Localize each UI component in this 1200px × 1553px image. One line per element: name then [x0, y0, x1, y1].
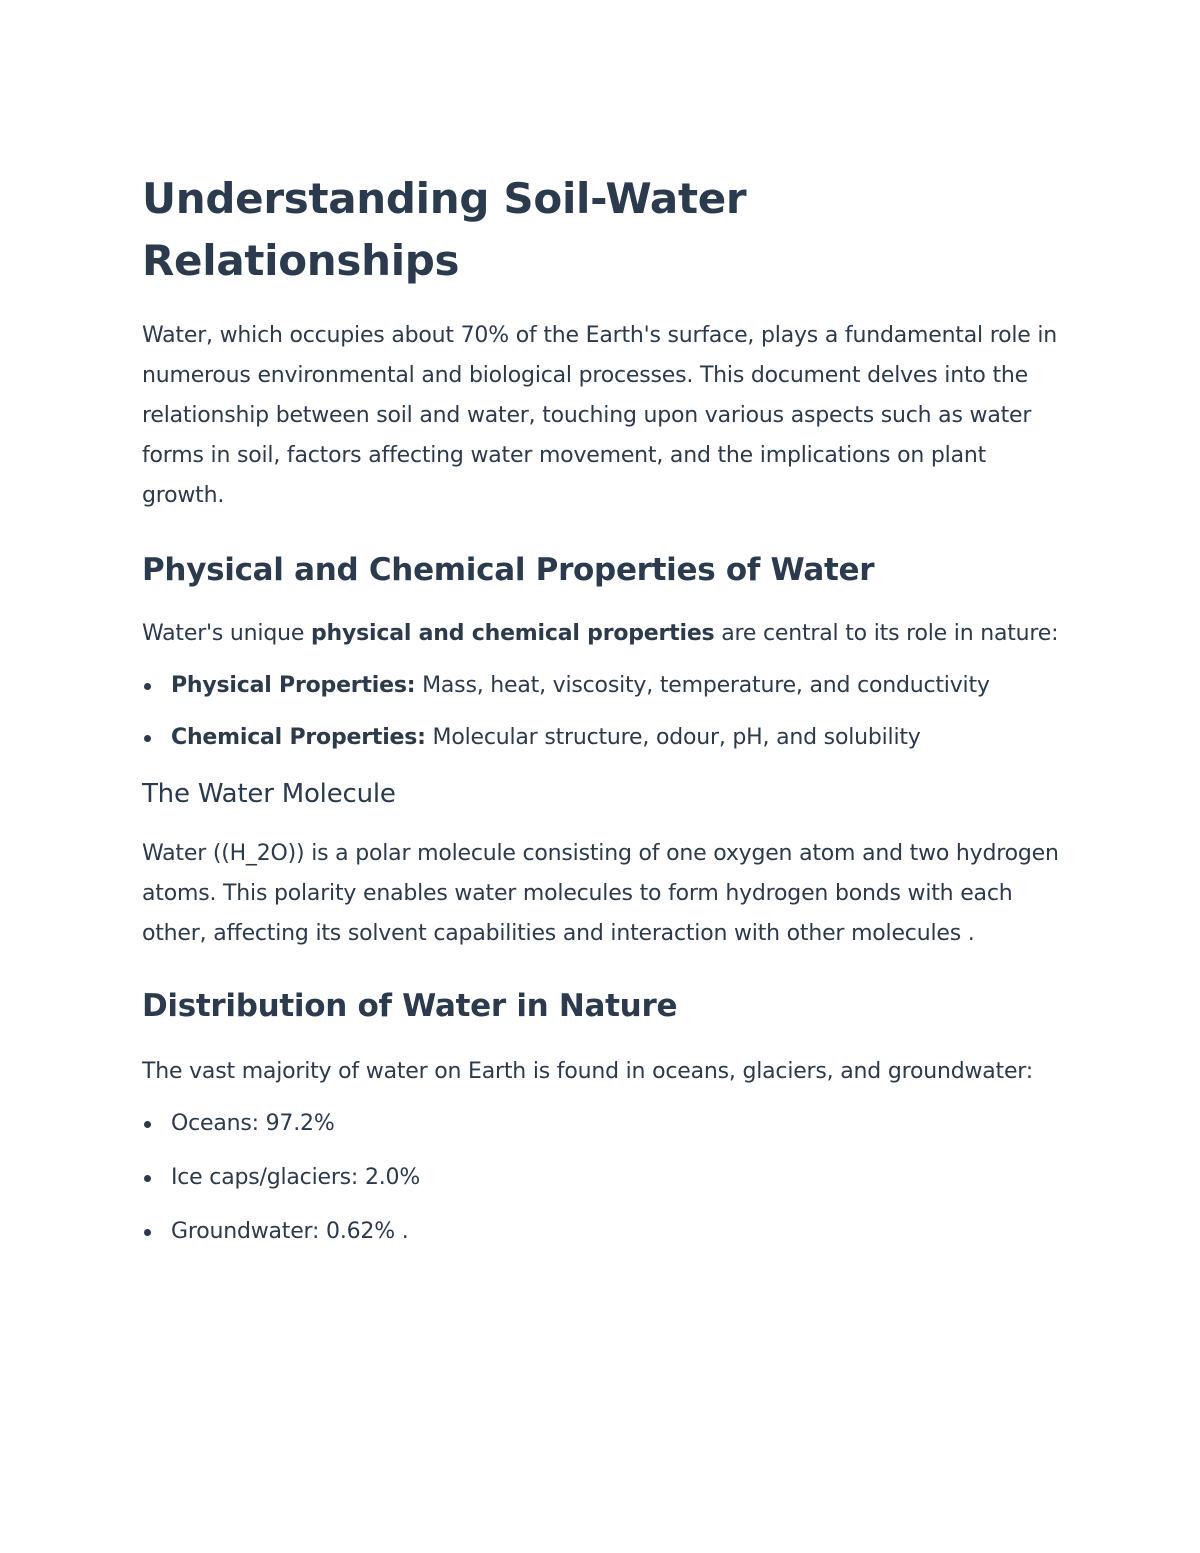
bullet-icon [144, 735, 151, 742]
list-item-text: Ice caps/glaciers: 2.0% [171, 1165, 421, 1190]
subsection-heading-molecule: The Water Molecule [142, 779, 396, 809]
list-item [142, 1158, 1062, 1198]
properties-intro-paragraph [142, 614, 1062, 654]
distribution-list [142, 1104, 1062, 1252]
properties-list [142, 666, 1062, 758]
bullet-icon [144, 1121, 151, 1128]
list-item [142, 1212, 1062, 1252]
bullet-icon [144, 683, 151, 690]
properties-intro-before: Water's unique [142, 621, 311, 646]
list-item [142, 718, 1062, 758]
distribution-intro-paragraph: The vast majority of water on Earth is found in oceans, glaciers, and groundwater: [142, 1059, 1033, 1084]
list-item-label: Chemical Properties: [171, 725, 426, 750]
document-page [142, 168, 1062, 1252]
properties-intro-after: are central to its role in nature: [714, 621, 1059, 646]
list-item [142, 1104, 1062, 1144]
list-item-text: Mass, heat, viscosity, temperature, and conductivity [415, 673, 990, 698]
intro-paragraph: Water, which occupies about 70% of the Earth's surface, plays a fundamental role in numerous environmental and biological processes. This document delves into the relationship between soil and water, touching upon various aspects such as water forms in soil, factors affecting water movement, and the implications on plant growth. [142, 323, 1058, 508]
list-item-text: Groundwater: 0.62% . [171, 1219, 409, 1244]
bullet-icon [144, 1175, 151, 1182]
properties-intro-bold: physical and chemical properties [310, 621, 715, 646]
bullet-icon [144, 1229, 151, 1236]
list-item-text: Molecular structure, odour, pH, and solubility [425, 725, 921, 750]
page-title: Understanding Soil-Water Relationships [142, 174, 747, 285]
section-heading-distribution: Distribution of Water in Nature [142, 988, 678, 1024]
list-item-text: Oceans: 97.2% [171, 1111, 335, 1136]
list-item-label: Physical Properties: [171, 673, 416, 698]
list-item [142, 666, 1062, 706]
section-heading-properties: Physical and Chemical Properties of Water [142, 552, 875, 588]
molecule-paragraph: Water ((H_2O)) is a polar molecule consisting of one oxygen atom and two hydrogen atoms. This polarity enables water molecules to form hydrogen bonds with each other, affecting its solvent capabilities and interaction with other molecules . [142, 841, 1059, 946]
